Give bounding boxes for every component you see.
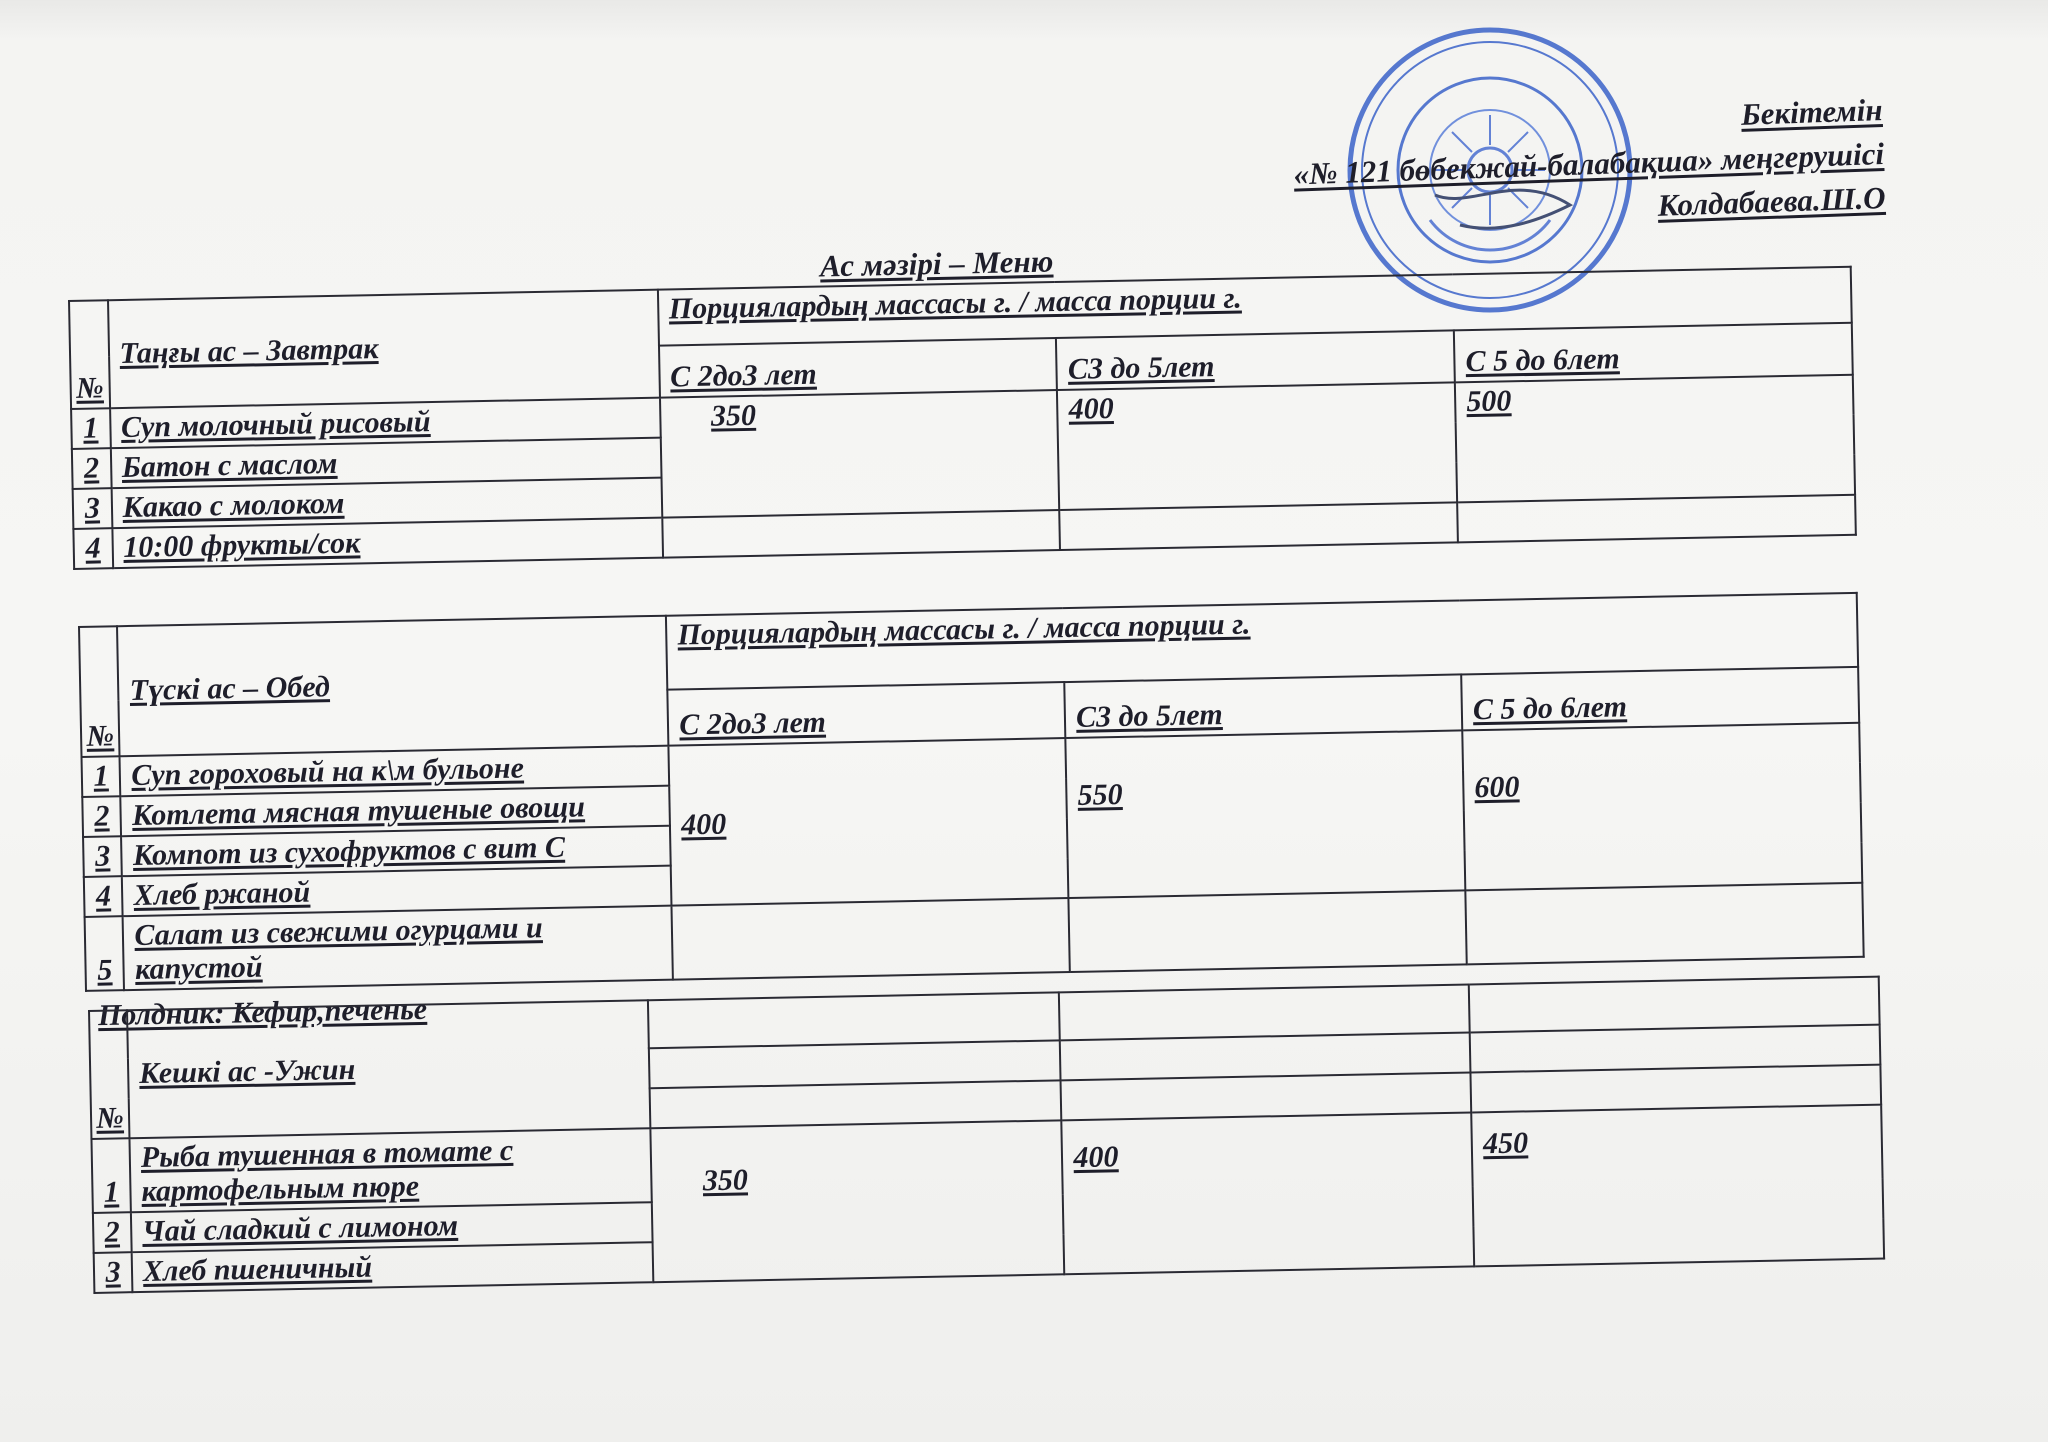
age-header-2-3: С 2до3 лет [668, 682, 1066, 746]
item-name: Суп гороховый на к\м бульоне [120, 746, 669, 797]
empty-cell [1457, 495, 1856, 543]
empty-cell [672, 898, 1070, 980]
age-header-3-5: С3 до 5лет [1056, 330, 1455, 390]
portion-header: Порциялардың массасы г. / масса порции г. [657, 267, 1851, 346]
item-number: 3 [94, 1252, 133, 1293]
item-name: Рыба тушенная в томате с картофельным пюре [129, 1128, 652, 1212]
item-number: 4 [84, 876, 123, 917]
item-number: 2 [82, 796, 121, 837]
age-header-2-3: С 2до3 лет [659, 338, 1058, 398]
item-number: 3 [73, 488, 112, 529]
empty-cell [1069, 890, 1467, 972]
empty-cell [1465, 883, 1863, 965]
item-name: Батон с маслом [110, 438, 661, 489]
meal-title: Кешкі ас -Ужин [127, 1000, 651, 1138]
meal-title: Түскі ас – Обед [117, 616, 668, 757]
approval-signatory: Колдабаева.Ш.О [1657, 179, 1887, 223]
item-name: Салат из свежими огурцами и капустой [123, 906, 673, 991]
number-header: № [79, 626, 120, 757]
age-header-3-5: С3 до 5лет [1064, 674, 1462, 738]
afternoon-snack-line: Полдник: Кефир,печенье [97, 992, 428, 1033]
meal-title: Таңғы ас – Завтрак [108, 290, 660, 409]
item-name: Хлеб пшеничный [132, 1242, 654, 1292]
menu-title: Ас мәзірі – Меню [819, 243, 1054, 284]
empty-cell [662, 510, 1060, 558]
approval-heading: Бекітемін [1740, 91, 1884, 132]
portion-value: 550 [1065, 730, 1465, 898]
portion-value: 600 [1462, 723, 1862, 891]
item-name: Хлеб ржаной [122, 866, 671, 917]
item-name: 10:00 фрукты/сок [112, 518, 663, 569]
portion-value: 400 [1062, 1112, 1475, 1274]
portion-value: 450 [1471, 1105, 1884, 1267]
item-name: Какао с молоком [111, 478, 662, 529]
item-number: 5 [85, 916, 125, 991]
item-number: 2 [72, 448, 111, 489]
number-header: № [89, 1010, 129, 1139]
empty-cell [1060, 502, 1458, 550]
item-name: Котлета мясная тушеные овощи [121, 786, 670, 837]
portion-value: 400 [669, 738, 1069, 906]
number-header: № [69, 300, 110, 409]
empty-cell [1469, 977, 1880, 1033]
approval-block [1292, 88, 1887, 241]
portion-value: 500 [1455, 375, 1855, 503]
item-name: Компот из сухофруктов с вит С [122, 826, 671, 877]
empty-cell [648, 992, 1060, 1048]
portion-value: 350 [660, 390, 1060, 518]
approval-position: «№ 121 бөбекжай-балабақша» меңгерушісі [1293, 135, 1885, 192]
dinner-table [88, 976, 1885, 1294]
age-header-5-6: С 5 до 6лет [1454, 323, 1853, 383]
empty-cell [1059, 984, 1470, 1040]
item-number: 4 [73, 528, 112, 569]
portion-header: Порциялардың массасы г. / масса порции г. [666, 593, 1858, 690]
item-name: Чай сладкий с лимоном [131, 1202, 653, 1252]
item-number: 2 [93, 1212, 132, 1253]
item-name: Суп молочный рисовый [110, 398, 661, 449]
item-number: 3 [83, 836, 122, 877]
lunch-table [78, 592, 1865, 992]
item-number: 1 [71, 408, 110, 449]
portion-value: 350 [651, 1120, 1065, 1282]
age-header-5-6: С 5 до 6лет [1461, 667, 1859, 731]
breakfast-table [68, 266, 1857, 570]
item-number: 1 [91, 1138, 130, 1213]
item-number: 1 [82, 756, 121, 797]
portion-value: 400 [1057, 382, 1457, 510]
